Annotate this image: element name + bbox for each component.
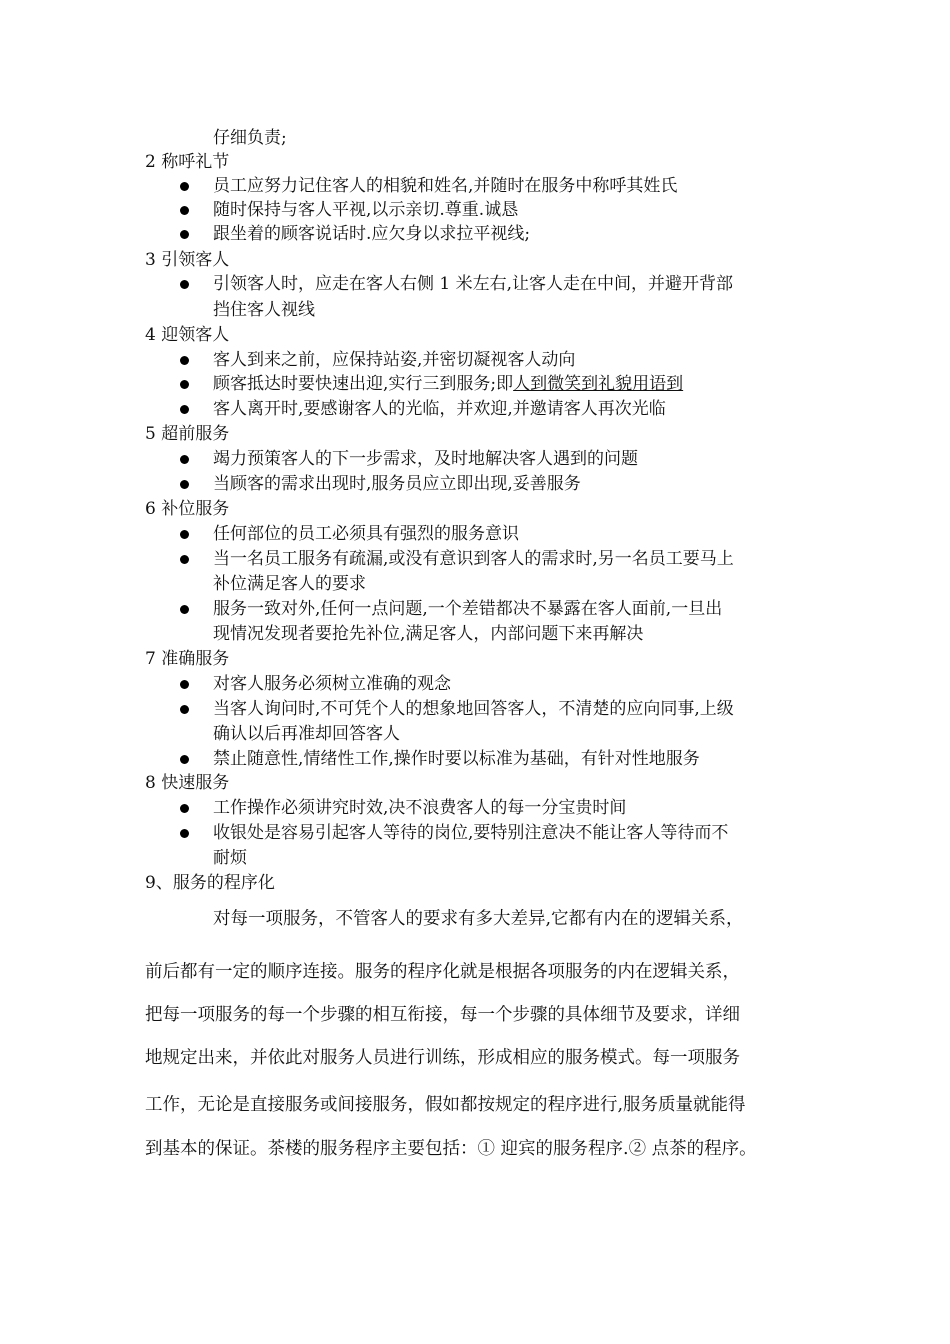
- underlined-text: 人到微笑到礼貌用语到: [513, 374, 684, 394]
- section-heading-4: 4 迎领客人: [145, 325, 230, 345]
- section-heading-5: 5 超前服务: [145, 424, 230, 444]
- bullet-icon: [180, 206, 189, 215]
- section-heading-6: 6 补位服务: [145, 499, 230, 519]
- list-item: 当顾客的需求出现时,服务员应立即出现,妥善服务: [213, 474, 581, 494]
- continuation-text: 仔细负责;: [213, 128, 287, 148]
- paragraph-line: 前后都有一定的顺序连接。服务的程序化就是根据各项服务的内在逻辑关系，: [145, 962, 740, 982]
- list-item: 收银处是容易引起客人等待的岗位,要特别注意决不能让客人等待而不: [213, 823, 729, 843]
- list-item-continuation: 确认以后再准却回答客人: [213, 724, 400, 744]
- list-item: 对客人服务必须树立准确的观念: [213, 674, 451, 694]
- list-item-continuation: 挡住客人视线: [213, 300, 315, 320]
- list-item-continuation: 耐烦: [213, 848, 247, 868]
- list-item: 当一名员工服务有疏漏,或没有意识到客人的需求时,另一名员工要马上: [213, 549, 734, 569]
- paragraph-line: 工作，无论是直接服务或间接服务，假如都按规定的程序进行,服务质量就能得: [145, 1095, 746, 1115]
- bullet-icon: [180, 804, 189, 813]
- paragraph-line: 把每一项服务的每一个步骤的相互衔接，每一个步骤的具体细节及要求，详细: [145, 1005, 740, 1025]
- bullet-icon: [180, 680, 189, 689]
- bullet-icon: [180, 230, 189, 239]
- bullet-icon: [180, 182, 189, 191]
- section-heading-8: 8 快速服务: [145, 773, 230, 793]
- list-item: 服务一致对外,任何一点问题,一个差错都决不暴露在客人面前,一旦出: [213, 599, 723, 619]
- section-heading-2: 2 称呼礼节: [145, 152, 230, 172]
- list-item: 当客人询问时,不可凭个人的想象地回答客人，不清楚的应向同事,上级: [213, 699, 734, 719]
- list-item: 客人离开时,要感谢客人的光临，并欢迎,并邀请客人再次光临: [213, 399, 666, 419]
- bullet-icon: [180, 356, 189, 365]
- bullet-icon: [180, 829, 189, 838]
- list-item: 竭力预策客人的下一步需求，及时地解决客人遇到的问题: [213, 449, 638, 469]
- list-item: 跟坐着的顾客说话时.应欠身以求拉平视线;: [213, 224, 531, 244]
- list-item: 员工应努力记住客人的相貌和姓名,并随时在服务中称呼其姓氏: [213, 176, 678, 196]
- list-item-continuation: 补位满足客人的要求: [213, 574, 366, 594]
- bullet-icon: [180, 755, 189, 764]
- paragraph-line: 地规定出来，并依此对服务人员进行训练，形成相应的服务模式。每一项服务: [145, 1048, 740, 1068]
- list-item-continuation: 现情况发现者要抢先补位,满足客人，内部问题下来再解决: [213, 624, 644, 644]
- bullet-icon: [180, 555, 189, 564]
- list-item: 客人到来之前，应保持站姿,并密切凝视客人动向: [213, 350, 576, 370]
- paragraph-line: 到基本的保证。茶楼的服务程序主要包括：① 迎宾的服务程序.② 点茶的程序。: [145, 1139, 757, 1159]
- bullet-icon: [180, 455, 189, 464]
- list-item: 工作操作必须讲究时效,决不浪费客人的每一分宝贵时间: [213, 798, 627, 818]
- bullet-icon: [180, 480, 189, 489]
- list-item: 任何部位的员工必须具有强烈的服务意识: [213, 524, 519, 544]
- list-item: 禁止随意性,情绪性工作,操作时要以标准为基础，有针对性地服务: [213, 749, 700, 769]
- bullet-icon: [180, 380, 189, 389]
- bullet-icon: [180, 705, 189, 714]
- section-heading-9: 9、服务的程序化: [145, 873, 275, 893]
- list-item: 引领客人时，应走在客人右侧 1 米左右,让客人走在中间，并避开背部: [213, 274, 734, 294]
- section-heading-3: 3 引领客人: [145, 250, 230, 270]
- list-item: 随时保持与客人平视,以示亲切.尊重.诚恳: [213, 200, 519, 220]
- section-heading-7: 7 准确服务: [145, 649, 230, 669]
- list-item-text: 顾客抵达时要快速出迎,实行三到服务;即: [213, 374, 514, 394]
- bullet-icon: [180, 605, 189, 614]
- bullet-icon: [180, 405, 189, 414]
- bullet-icon: [180, 530, 189, 539]
- list-item: [213, 372, 683, 396]
- paragraph-line: 对每一项服务，不管客人的要求有多大差异,它都有内在的逻辑关系，: [213, 909, 744, 929]
- bullet-icon: [180, 280, 189, 289]
